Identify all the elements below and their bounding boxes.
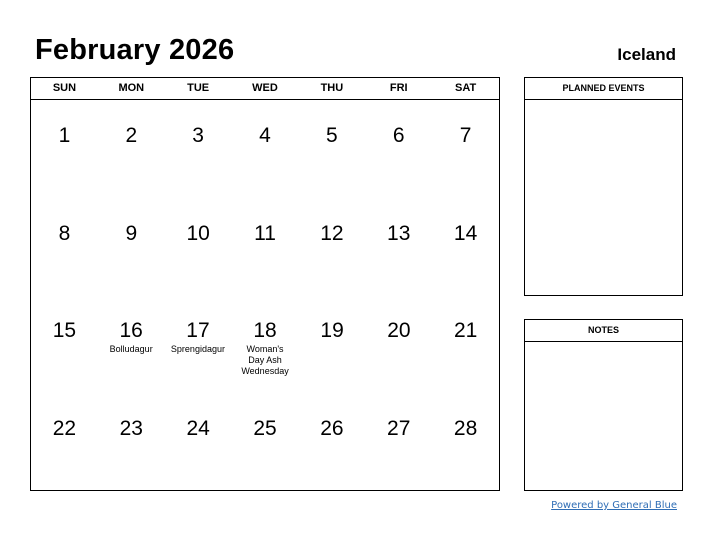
day-cell bbox=[165, 198, 232, 296]
day-number: 25 bbox=[253, 416, 277, 440]
day-cell bbox=[365, 393, 432, 491]
day-number: 5 bbox=[326, 124, 338, 147]
day-cell bbox=[165, 100, 232, 198]
day-number: 23 bbox=[119, 416, 143, 440]
holiday-label: Sprengidagur bbox=[170, 344, 225, 354]
day-number: 6 bbox=[392, 124, 405, 147]
weekday-fri: FRI bbox=[389, 82, 408, 94]
day-cell bbox=[31, 198, 98, 296]
day-cell bbox=[165, 393, 232, 491]
day-number: 28 bbox=[453, 416, 478, 440]
day-cell bbox=[432, 295, 499, 393]
day-cell bbox=[98, 100, 165, 198]
day-cell bbox=[432, 393, 499, 491]
weekday-sat: SAT bbox=[454, 82, 477, 94]
day-cell bbox=[298, 100, 365, 198]
day-number: 10 bbox=[186, 221, 210, 245]
day-cell bbox=[365, 295, 432, 393]
country-label: Iceland bbox=[617, 45, 676, 64]
day-cell bbox=[232, 393, 299, 491]
day-number: 7 bbox=[459, 124, 472, 147]
month-title: February 2026 bbox=[35, 34, 235, 66]
planned-events-title: PLANNED EVENTS bbox=[525, 78, 682, 100]
day-cell bbox=[365, 100, 432, 198]
calendar-grid bbox=[30, 77, 500, 491]
day-number: 13 bbox=[387, 221, 411, 245]
day-cell bbox=[231, 295, 298, 393]
weekday-thu: THU bbox=[320, 82, 344, 94]
day-number: 2 bbox=[125, 124, 138, 147]
day-number: 22 bbox=[52, 416, 77, 440]
day-cell bbox=[98, 393, 165, 491]
day-number: 21 bbox=[453, 319, 478, 342]
weekday-mon: MON bbox=[118, 82, 145, 94]
day-number: 9 bbox=[125, 221, 138, 245]
day-number: 16 bbox=[119, 319, 143, 342]
day-number: 4 bbox=[259, 124, 271, 147]
weekday-wed: WED bbox=[252, 82, 278, 94]
day-number: 19 bbox=[320, 319, 344, 342]
day-cell bbox=[31, 100, 98, 198]
day-cell bbox=[98, 198, 165, 296]
day-cell bbox=[98, 295, 165, 393]
day-number: 20 bbox=[387, 319, 411, 342]
day-number: 3 bbox=[192, 124, 204, 147]
day-cell bbox=[299, 295, 366, 393]
day-number: 12 bbox=[320, 221, 344, 245]
weekday-header bbox=[31, 78, 499, 100]
weekday-tue: TUE bbox=[187, 82, 210, 94]
day-number: 26 bbox=[320, 416, 344, 440]
week-row bbox=[31, 198, 499, 296]
day-cell bbox=[165, 295, 232, 393]
day-cell bbox=[432, 198, 499, 296]
day-cell bbox=[298, 198, 365, 296]
holiday-label: Bolludagur bbox=[109, 344, 153, 354]
week-row bbox=[31, 393, 499, 491]
calendar-body bbox=[31, 100, 499, 490]
week-row bbox=[31, 295, 499, 393]
day-number: 27 bbox=[387, 416, 411, 440]
day-number: 24 bbox=[186, 416, 210, 440]
week-row bbox=[31, 100, 499, 198]
day-number: 18 bbox=[253, 319, 277, 342]
weekday-sun: SUN bbox=[52, 82, 77, 94]
day-cell bbox=[365, 198, 432, 296]
day-number: 14 bbox=[453, 221, 478, 245]
powered-by-link[interactable]: Powered by General Blue bbox=[551, 500, 677, 511]
day-cell bbox=[298, 393, 365, 491]
day-number: 15 bbox=[52, 319, 77, 342]
day-cell bbox=[232, 198, 299, 296]
day-cell bbox=[31, 295, 98, 393]
notes-box bbox=[524, 319, 683, 491]
day-cell bbox=[232, 100, 299, 198]
day-cell bbox=[31, 393, 98, 491]
day-number: 11 bbox=[254, 221, 276, 245]
holiday-label: Woman's Day Ash Wednesday bbox=[241, 344, 289, 376]
day-number: 17 bbox=[186, 319, 210, 342]
notes-title: NOTES bbox=[525, 320, 682, 342]
day-cell bbox=[432, 100, 499, 198]
day-number: 1 bbox=[58, 124, 71, 147]
day-number: 8 bbox=[58, 221, 71, 245]
planned-events-box bbox=[524, 77, 683, 296]
